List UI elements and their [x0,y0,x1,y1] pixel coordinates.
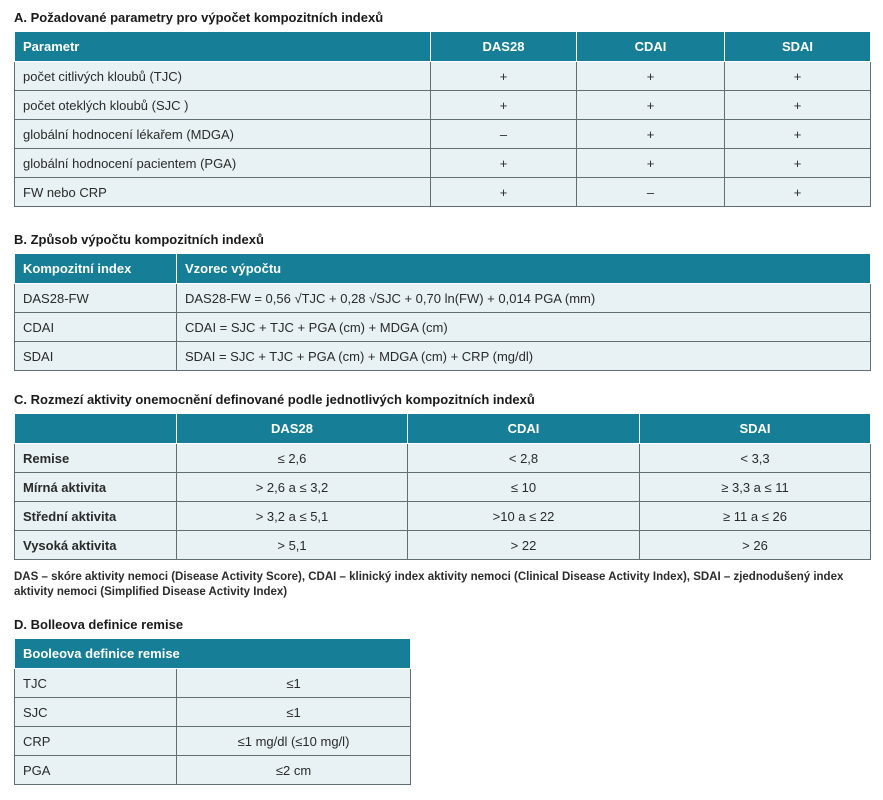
table-cell: < 3,3 [640,444,871,473]
column-header: Parametr [15,32,431,62]
table-cell: ≤ 2,6 [177,444,408,473]
table-header-row [15,32,871,62]
section-a-title: A. Požadované parametry pro výpočet kompozitních indexů [14,10,384,25]
table-row [15,149,871,178]
table-row [15,342,871,371]
table-row [15,120,871,149]
table-cell: CRP [15,727,177,756]
table-cell: + [431,62,577,91]
table-cell: DAS28-FW [15,284,177,313]
table-cell: + [431,91,577,120]
table-cell: Střední aktivita [15,502,177,531]
table-row [15,62,871,91]
formula-table [14,253,871,371]
section-d-title: D. Bolleova definice remise [14,617,184,632]
table-cell: + [725,62,871,91]
table-cell: DAS28-FW = 0,56 √TJC + 0,28 √SJC + 0,70 ln(FW) + 0,014 PGA (mm) [177,284,871,313]
table-cell: + [431,149,577,178]
table-cell: + [725,120,871,149]
section-b-title: B. Způsob výpočtu kompozitních indexů [14,232,264,247]
table-cell: ≤1 [177,698,411,727]
table-cell: + [431,178,577,207]
table-row [15,313,871,342]
table-cell: SDAI = SJC + TJC + PGA (cm) + MDGA (cm) + CRP (mg/dl) [177,342,871,371]
table-header-row [15,414,871,444]
table-cell: FW nebo CRP [15,178,431,207]
column-header: Booleova definice remise [15,639,411,669]
column-header: Kompozitní index [15,254,177,284]
table-cell: + [577,120,725,149]
table-cell: SDAI [15,342,177,371]
table-row [15,91,871,120]
table-cell: < 2,8 [408,444,640,473]
table-cell: Mírná aktivita [15,473,177,502]
table-cell: > 22 [408,531,640,560]
column-header: Vzorec výpočtu [177,254,871,284]
table-cell: PGA [15,756,177,785]
table-cell: globální hodnocení lékařem (MDGA) [15,120,431,149]
table-row [15,756,411,785]
table-cell: + [577,91,725,120]
table-row [15,698,411,727]
column-header: CDAI [577,32,725,62]
section-c-title: C. Rozmezí aktivity onemocnění definované podle jednotlivých kompozitních indexů [14,392,535,407]
table-row [15,473,871,502]
table-header-row [15,639,411,669]
table-cell: + [725,91,871,120]
table-row [15,178,871,207]
table-header-row [15,254,871,284]
table-cell: Vysoká aktivita [15,531,177,560]
table-cell: TJC [15,669,177,698]
table-cell: + [577,62,725,91]
table-cell: CDAI = SJC + TJC + PGA (cm) + MDGA (cm) [177,313,871,342]
table-cell: ≤2 cm [177,756,411,785]
table-cell: ≥ 3,3 a ≤ 11 [640,473,871,502]
boolean-remission-table [14,638,411,785]
table-cell: ≤ 10 [408,473,640,502]
column-header: SDAI [640,414,871,444]
table-cell: ≥ 11 a ≤ 26 [640,502,871,531]
column-header [15,414,177,444]
footnote: DAS – skóre aktivity nemoci (Disease Activity Score), CDAI – klinický index aktivity nemoci (Clinical Disease Activity Index), SDAI – zjednodušený index aktivity nemoci (Simplified Disease Activity Index) [14,571,844,598]
table-cell: > 2,6 a ≤ 3,2 [177,473,408,502]
column-header: DAS28 [431,32,577,62]
table-cell: > 5,1 [177,531,408,560]
table-cell: + [725,178,871,207]
table-cell: CDAI [15,313,177,342]
table-cell: ≤1 mg/dl (≤10 mg/l) [177,727,411,756]
table-cell: – [577,178,725,207]
table-cell: > 26 [640,531,871,560]
column-header: DAS28 [177,414,408,444]
column-header: SDAI [725,32,871,62]
table-cell: globální hodnocení pacientem (PGA) [15,149,431,178]
table-cell: – [431,120,577,149]
table-row [15,531,871,560]
parameters-table [14,31,871,207]
table-cell: + [577,149,725,178]
table-row [15,444,871,473]
table-cell: počet citlivých kloubů (TJC) [15,62,431,91]
table-cell: + [725,149,871,178]
table-cell: SJC [15,698,177,727]
table-cell: > 3,2 a ≤ 5,1 [177,502,408,531]
table-row [15,727,411,756]
column-header: CDAI [408,414,640,444]
table-cell: Remise [15,444,177,473]
table-row [15,284,871,313]
table-cell: počet oteklých kloubů (SJC ) [15,91,431,120]
table-cell: >10 a ≤ 22 [408,502,640,531]
table-row [15,502,871,531]
table-cell: ≤1 [177,669,411,698]
activity-range-table [14,413,871,560]
table-row [15,669,411,698]
